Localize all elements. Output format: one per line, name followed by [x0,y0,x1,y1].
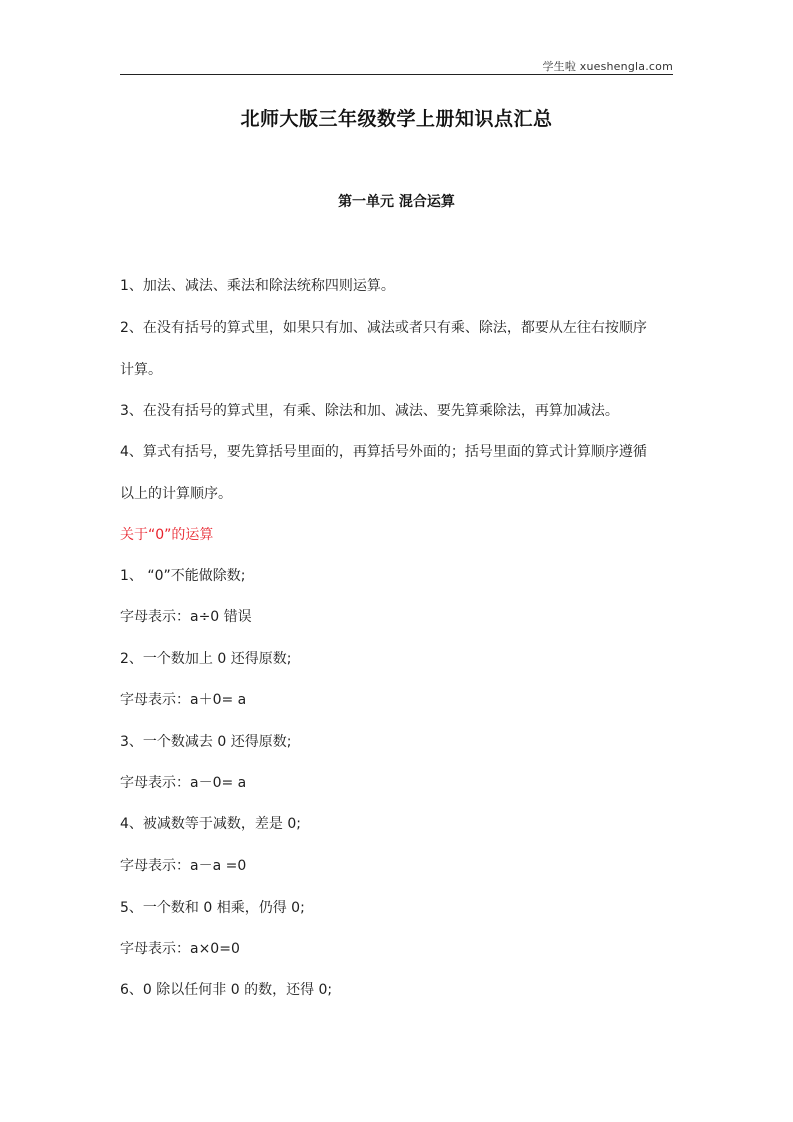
paragraph-line: 计算。 [120,362,162,378]
paragraph-line: 2、在没有括号的算式里，如果只有加、减法或者只有乘、除法，都要从左往右按顺序 [120,320,647,336]
paragraph-line: 以上的计算顺序。 [120,486,232,502]
header-divider [120,74,673,75]
paragraph-line: 2、一个数加上 0 还得原数; [120,651,292,667]
formula-line: 字母表示：a－a =0 [120,858,247,874]
formula-line: 字母表示：a×0=0 [120,941,240,957]
paragraph-line: 1、加法、减法、乘法和除法统称四则运算。 [120,278,395,294]
document-title: 北师大版三年级数学上册知识点汇总 [240,108,553,130]
paragraph-line: 4、被减数等于减数，差是 0; [120,816,301,832]
paragraph-line: 6、0 除以任何非 0 的数，还得 0; [120,982,333,998]
paragraph-line: 3、在没有括号的算式里，有乘、除法和加、减法、要先算乘除法，再算加减法。 [120,403,619,419]
paragraph-line: 4、算式有括号，要先算括号里面的，再算括号外面的；括号里面的算式计算顺序遵循 [120,444,647,460]
paragraph-line: 1、 “0”不能做除数; [120,568,246,584]
header-site-text: 学生啦 xueshengla.com [542,60,673,73]
paragraph-line: 5、一个数和 0 相乘，仍得 0; [120,900,305,916]
section-title: 第一单元 混合运算 [338,194,455,210]
subheading-zero-operations: 关于“0”的运算 [120,527,214,543]
formula-line: 字母表示：a÷0 错误 [120,609,252,625]
paragraph-line: 3、一个数减去 0 还得原数; [120,734,292,750]
formula-line: 字母表示：a－0= a [120,775,247,791]
formula-line: 字母表示：a＋0= a [120,692,247,708]
